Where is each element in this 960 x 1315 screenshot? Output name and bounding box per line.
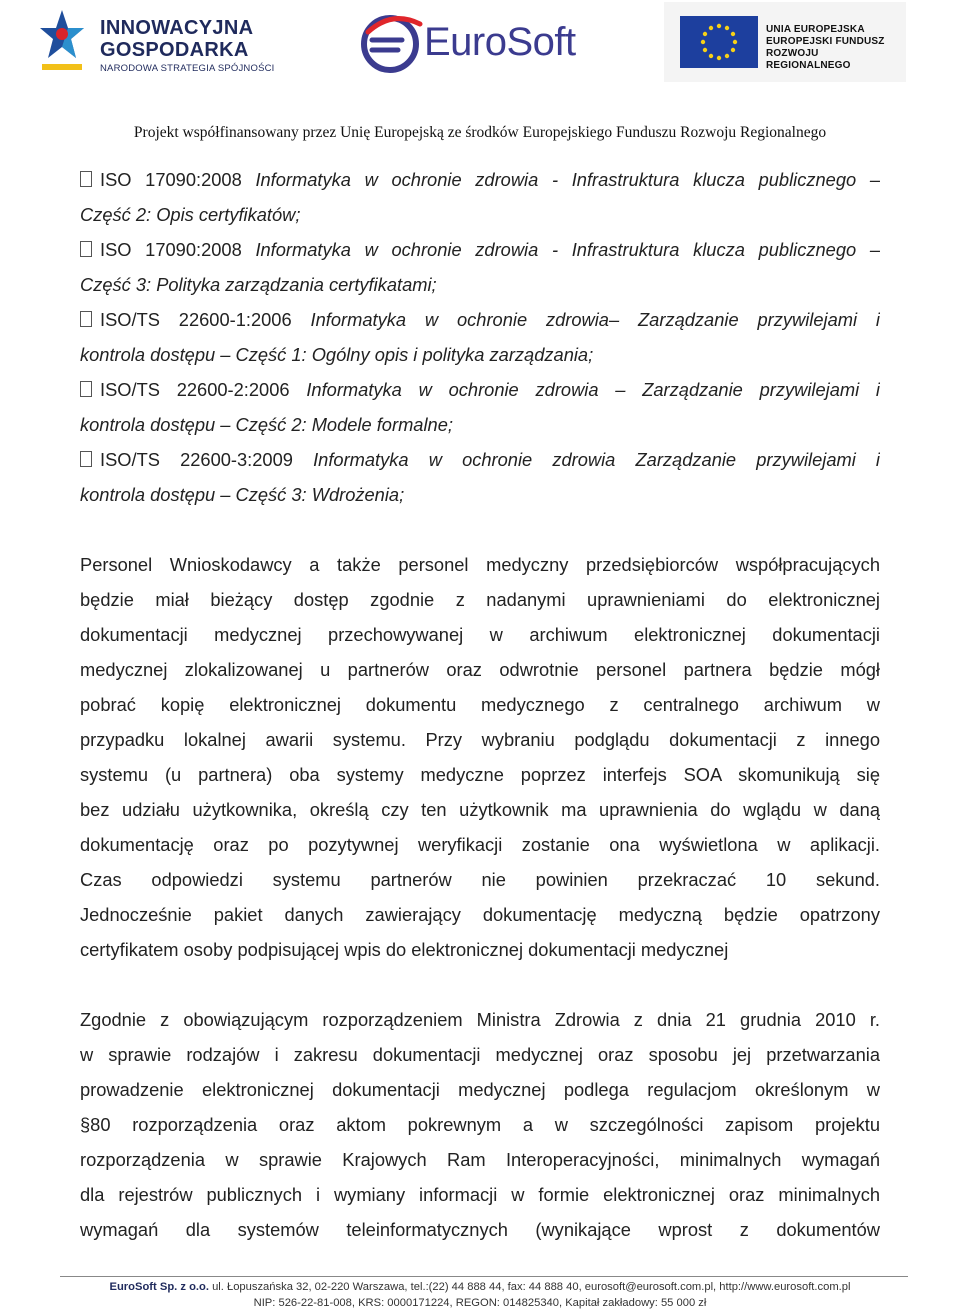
- bullet-item-line1: [80, 232, 880, 267]
- document-body: [80, 162, 880, 1247]
- standard-title: Informatyka w ochronie zdrowia - Infrastruktura klucza publicznego –: [255, 169, 880, 190]
- paragraph-line: certyfikatem osoby podpisującej wpis do elektronicznej dokumentacji medycznej: [80, 939, 729, 960]
- paragraph-line: w sprawie rodzajów i zakresu dokumentacji medycznej oraz sposobu jej przetwarzania: [80, 1044, 880, 1065]
- paragraph-line: §80 rozporządzenia oraz aktom pokrewnym a w szczególności zapisom projektu: [80, 1114, 880, 1135]
- standard-code: ISO/TS 22600-1:2006: [100, 309, 292, 330]
- paragraph-personnel-access: [80, 547, 880, 967]
- ig-logo-line1: INNOWACYJNA: [100, 17, 254, 39]
- eurosoft-wordmark: EuroSoft: [424, 20, 576, 64]
- paragraph-line: dla rejestrów publicznych i wymiany informacji w formie elektronicznej oraz minimalnych: [80, 1184, 880, 1205]
- ig-logo-line2: GOSPODARKA: [100, 39, 249, 61]
- footer-address: ul. Łopuszańska 32, 02-220 Warszawa, tel.:(22) 44 888 44, fax: 44 888 40, eurosoft@eurosoft.com.pl, http://www.eurosoft.com.pl: [212, 1281, 851, 1293]
- standard-title: Informatyka w ochronie zdrowia Zarządzanie przywilejami i: [313, 449, 880, 470]
- standard-code: ISO 17090:2008: [100, 239, 242, 260]
- eu-logo-line2: EUROPEJSKI FUNDUSZ: [766, 36, 885, 47]
- bullet-box-icon: [80, 311, 92, 327]
- paragraph-line: bez udziału użytkownika, określą czy ten użytkownik ma uprawnienia do wglądu w daną: [80, 799, 880, 820]
- bullet-item-line1: [80, 372, 880, 407]
- paragraph-line: prowadzenie elektronicznej dokumentacji medycznej podlega regulacjom określonym w: [80, 1079, 880, 1100]
- standard-code: ISO/TS 22600-3:2009: [100, 449, 293, 470]
- standard-title: Informatyka w ochronie zdrowia– Zarządzanie przywilejami i: [310, 309, 880, 330]
- paragraph-line: wymagań dla systemów teleinformatycznych (wynikające wprost z dokumentów: [80, 1219, 880, 1240]
- innowacyjna-gospodarka-logo: [38, 6, 288, 80]
- paragraph-line: medycznej zlokalizowanej u partnerów oraz odwrotnie personel partnera będzie mógł: [80, 659, 880, 680]
- standard-title: Informatyka w ochronie zdrowia - Infrastruktura klucza publicznego –: [255, 239, 880, 260]
- bullet-item-line1: [80, 442, 880, 477]
- paragraph-line: rozporządzenia w sprawie Krajowych Ram Interoperacyjności, minimalnych wymagań: [80, 1149, 880, 1170]
- eu-logo: [664, 2, 906, 82]
- bullet-item-line2: Część 3: Polityka zarządzania certyfikatami;: [80, 274, 437, 295]
- paragraph-line: dokumentację oraz po pozytywnej weryfikacji zostanie ona wyświetlona w aplikacji.: [80, 834, 880, 855]
- paragraph-line: Zgodnie z obowiązującym rozporządzeniem Ministra Zdrowia z dnia 21 grudnia 2010 r.: [80, 1009, 880, 1030]
- footer-divider: [60, 1276, 908, 1277]
- bullet-box-icon: [80, 451, 92, 467]
- bullet-item-line2: kontrola dostępu – Część 1: Ogólny opis i polityka zarządzania;: [80, 344, 594, 365]
- footer-registry-line: NIP: 526-22-81-008, KRS: 0000171224, REGON: 014825340, Kapitał zakładowy: 55 000 zł: [253, 1297, 707, 1309]
- standard-code: ISO 17090:2008: [100, 169, 242, 190]
- paragraph-line: dokumentacji medycznej przechowywanej w archiwum elektronicznej dokumentacji: [80, 624, 880, 645]
- bullet-box-icon: [80, 381, 92, 397]
- paragraph-line: systemu (u partnera) oba systemy medyczne poprzez interfejs SOA skomunikują się: [80, 764, 880, 785]
- standard-code: ISO/TS 22600-2:2006: [100, 379, 290, 400]
- paragraph-regulation: [80, 1002, 880, 1247]
- eu-logo-line3: ROZWOJU REGIONALNEGO: [766, 48, 851, 71]
- ig-logo-line3: NARODOWA STRATEGIA SPÓJNOŚCI: [100, 63, 275, 74]
- bullet-item-line1: [80, 302, 880, 337]
- paragraph-line: będzie miał bieżący dostęp zgodnie z nadanymi uprawnieniami do elektronicznej: [80, 589, 880, 610]
- eu-logo-line1: UNIA EUROPEJSKA: [766, 24, 865, 35]
- eurosoft-globe-icon: [358, 10, 428, 76]
- eu-flag-icon: [680, 16, 758, 68]
- paragraph-line: Jednocześnie pakiet danych zawierający dokumentację medyczną będzie opatrzony: [80, 904, 880, 925]
- bullet-item-line2: Część 2: Opis certyfikatów;: [80, 204, 301, 225]
- paragraph-line: pobrać kopię elektronicznej dokumentu medycznego z centralnego archiwum w: [80, 694, 880, 715]
- eurosoft-logo: [358, 10, 598, 76]
- standard-title: Informatyka w ochronie zdrowia – Zarządzanie przywilejami i: [306, 379, 880, 400]
- bullet-box-icon: [80, 241, 92, 257]
- innowacyjna-star-icon: [38, 6, 86, 76]
- bullet-box-icon: [80, 171, 92, 187]
- bullet-item-line2: kontrola dostępu – Część 3: Wdrożenia;: [80, 484, 405, 505]
- bullet-item-line1: [80, 162, 880, 197]
- footer-company: EuroSoft Sp. z o.o.: [109, 1281, 209, 1293]
- bullet-item-line2: kontrola dostępu – Część 2: Modele formalne;: [80, 414, 453, 435]
- paragraph-line: Czas odpowiedzi systemu partnerów nie powinien przekraczać 10 sekund.: [80, 869, 880, 890]
- paragraph-line: Personel Wnioskodawcy a także personel medyczny przedsiębiorców współpracujących: [80, 554, 880, 575]
- footer-address-line: [0, 1281, 960, 1293]
- project-cofinancing-note: Projekt współfinansowany przez Unię Europejską ze środków Europejskiego Funduszu Rozwoju Regionalnego: [133, 124, 827, 141]
- paragraph-line: przypadku lokalnej awarii systemu. Przy wybraniu podglądu dokumentacji z innego: [80, 729, 880, 750]
